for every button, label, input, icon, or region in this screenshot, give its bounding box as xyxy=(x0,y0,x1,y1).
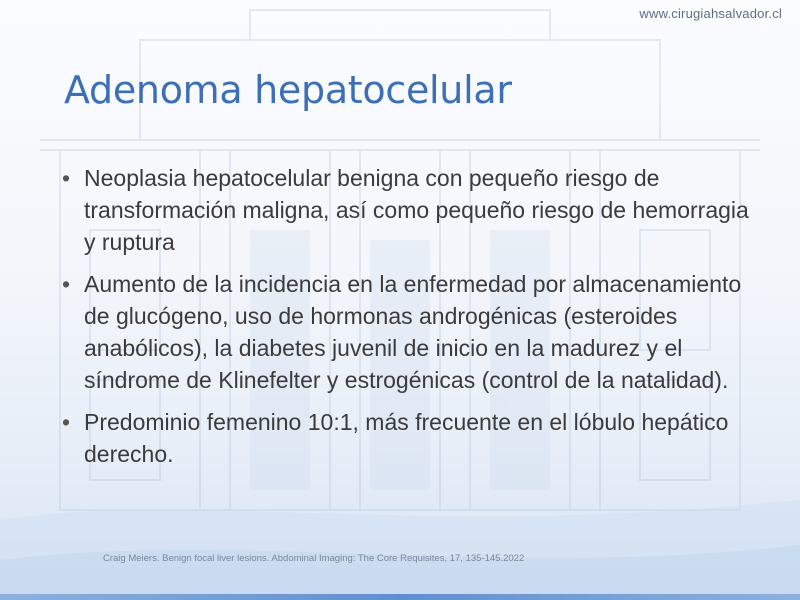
bullet-list xyxy=(60,162,760,480)
bullet-dot-icon: • xyxy=(62,271,71,297)
bullet-dot-icon: • xyxy=(62,409,71,435)
slide-title: Adenoma hepatocelular xyxy=(64,68,512,112)
bullet-item xyxy=(60,268,760,396)
reference-citation: Craig Meiers. Benign focal liver lesions. Abdominal Imaging: The Core Requisites, 17, 135-145.2022 xyxy=(103,553,525,564)
bullet-dot-icon: • xyxy=(62,165,71,191)
website-url: www.cirugiahsalvador.cl xyxy=(639,6,782,21)
bullet-item xyxy=(60,406,760,470)
bullet-item xyxy=(60,162,760,258)
bullet-text: Aumento de la incidencia en la enfermedad por almacenamiento de glucógeno, uso de hormonas androgénicas (esteroides anabólicos), la diabetes juvenil de inicio en la madurez y el síndrome de Klinefelter y estrogénicas (control de la natalidad). xyxy=(84,271,742,393)
bullet-text: Neoplasia hepatocelular benigna con pequeño riesgo de transformación maligna, así como pequeño riesgo de hemorragia y ruptura xyxy=(84,165,749,255)
bottom-accent-line xyxy=(0,594,800,600)
bullet-text: Predominio femenino 10:1, más frecuente en el lóbulo hepático derecho. xyxy=(84,409,729,467)
